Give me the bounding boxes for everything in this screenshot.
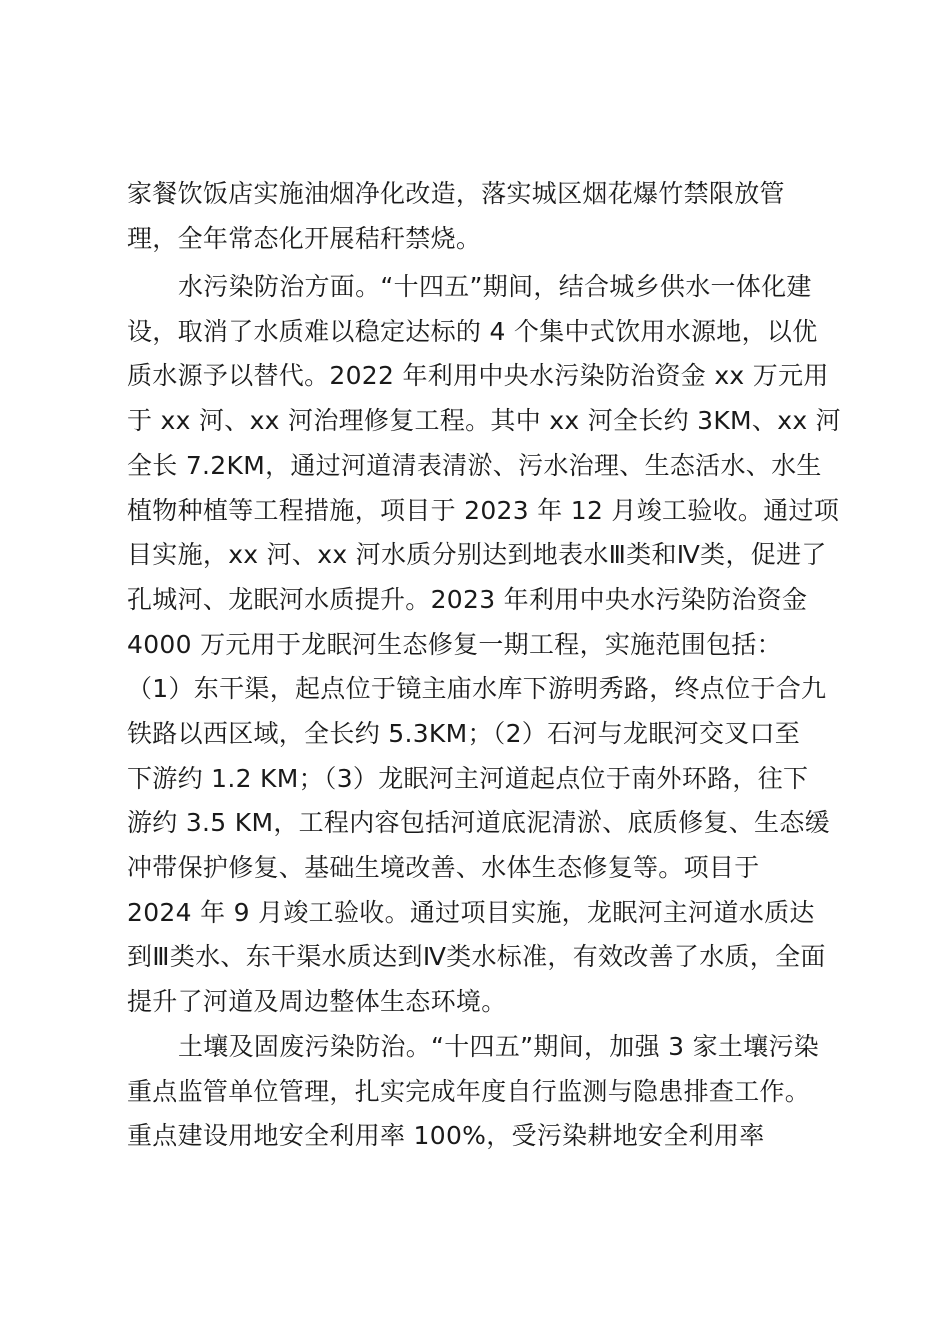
text-line: 质水源予以替代。2022 年利用中央水污染防治资金 xx 万元用 [127, 361, 829, 390]
text-line: （1）东干渠，起点位于镜主庙水库下游明秀路，终点位于合九 [127, 674, 827, 703]
text-line: 2024 年 9 月竣工验收。通过项目实施，龙眠河主河道水质达 [127, 898, 815, 927]
text-line: 冲带保护修复、基础生境改善、水体生态修复等。项目于 [127, 853, 760, 882]
text-line: 重点监管单位管理，扎实完成年度自行监测与隐患排查工作。 [127, 1077, 811, 1106]
text-line: 植物种植等工程措施，项目于 2023 年 12 月竣工验收。通过项 [127, 496, 840, 525]
text-line: 于 xx 河、xx 河治理修复工程。其中 xx 河全长约 3KM、xx 河 [127, 406, 841, 435]
text-line: 下游约 1.2 KM；（3）龙眠河主河道起点位于南外环路，往下 [127, 764, 809, 793]
text-line: 重点建设用地安全利用率 100%，受污染耕地安全利用率 [127, 1121, 765, 1150]
text-line: 游约 3.5 KM，工程内容包括河道底泥清淤、底质修复、生态缓 [127, 808, 830, 837]
text-line: 铁路以西区域，全长约 5.3KM；（2）石河与龙眠河交叉口至 [127, 719, 801, 748]
text-line: 设，取消了水质难以稳定达标的 4 个集中式饮用水源地，以优 [127, 317, 818, 346]
text-line: 4000 万元用于龙眠河生态修复一期工程，实施范围包括： [127, 630, 782, 659]
text-line: 孔城河、龙眠河水质提升。2023 年利用中央水污染防治资金 [127, 585, 808, 614]
paragraph-start-line: 水污染防治方面。“十四五”期间，结合城乡供水一体化建 [178, 272, 812, 301]
text-line: 理，全年常态化开展秸秆禁烧。 [127, 224, 482, 253]
text-line: 全长 7.2KM，通过河道清表清淤、污水治理、生态活水、水生 [127, 451, 822, 480]
text-line: 到Ⅲ类水、东干渠水质达到Ⅳ类水标准，有效改善了水质，全面 [127, 942, 826, 971]
paragraph-start-line: 土壤及固废污染防治。“十四五”期间，加强 3 家土壤污染 [178, 1032, 820, 1061]
text-line: 提升了河道及周边整体生态环境。 [127, 987, 507, 1016]
text-line: 家餐饮饭店实施油烟净化改造，落实城区烟花爆竹禁限放管 [127, 179, 785, 208]
text-line: 目实施，xx 河、xx 河水质分别达到地表水Ⅲ类和Ⅳ类，促进了 [127, 540, 827, 569]
